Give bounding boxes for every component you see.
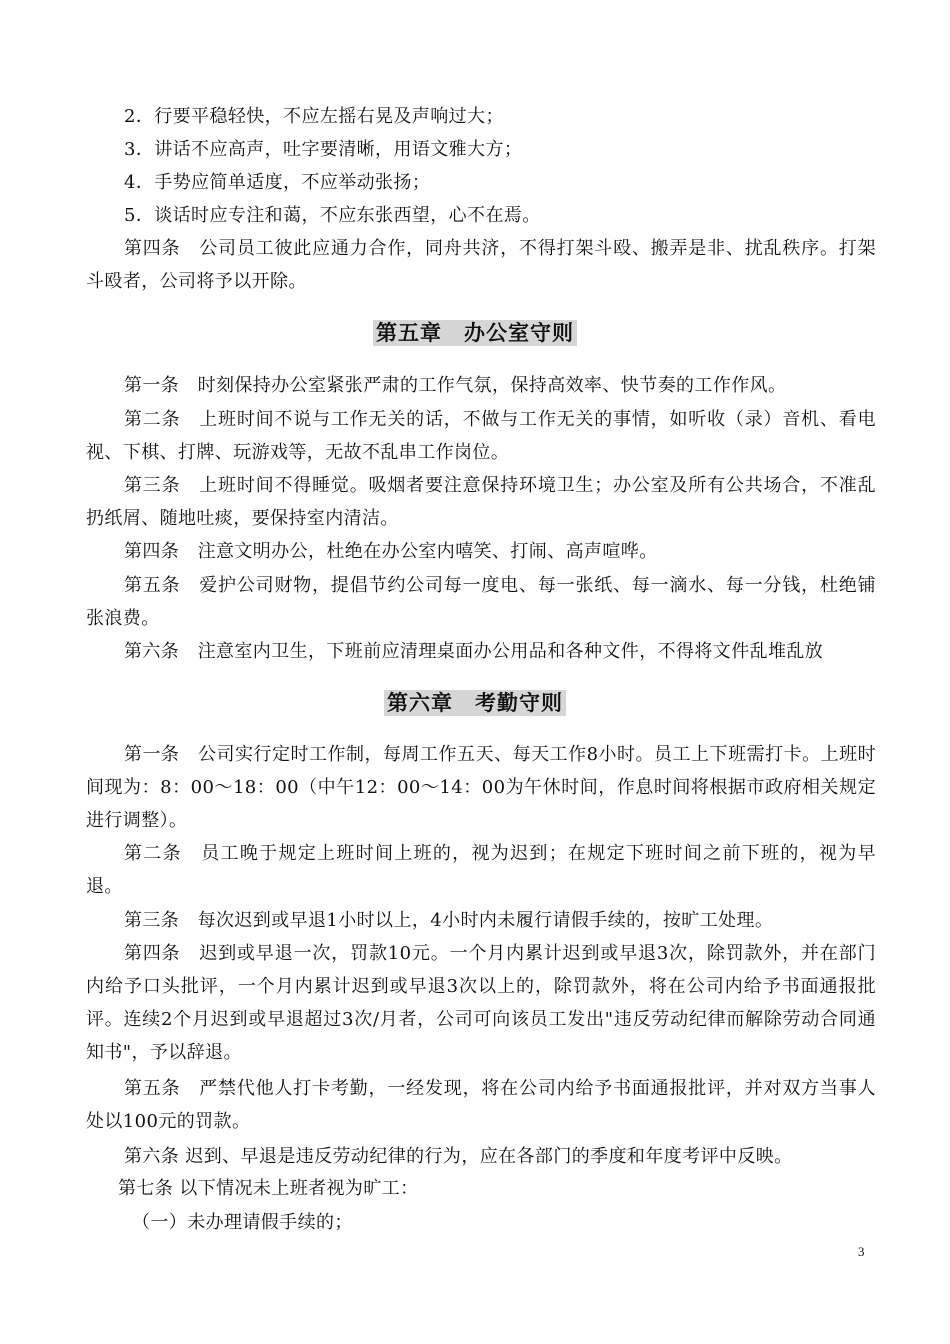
article-paragraph: 第五条 严禁代他人打卡考勤，一经发现，将在公司内给予书面通报批评，并对双方当事人处以100元的罚款。 (86, 1078, 876, 1132)
list-item: 5．谈话时应专注和蔼，不应东张西望，心不在焉。 (124, 205, 541, 226)
list-item: 3．讲话不应高声，吐字要清晰，用语文雅大方； (124, 139, 523, 160)
chapter-title: 第五章 办公室守则 (373, 320, 577, 346)
chapter-heading (0, 688, 950, 718)
article-paragraph: 第一条 时刻保持办公室紧张严肃的工作气氛，保持高效率、快节奏的工作作风。 (124, 375, 787, 396)
list-item: 第七条 以下情况未上班者视为旷工： (118, 1178, 419, 1199)
chapter-heading (0, 318, 950, 348)
article-paragraph: 第二条 员工晚于规定上班时间上班的，视为迟到；在规定下班时间之前下班的，视为早退。 (86, 843, 876, 897)
article-paragraph: 第六条 迟到、早退是违反劳动纪律的行为，应在各部门的季度和年度考评中反映。 (124, 1146, 793, 1167)
list-item: 2．行要平稳轻快，不应左摇右晃及声响过大； (124, 106, 504, 127)
article-paragraph: 第三条 上班时间不得睡觉。吸烟者要注意保持环境卫生；办公室及所有公共场合，不准乱扔纸屑、随地吐痰，要保持室内清洁。 (86, 475, 876, 529)
article-paragraph: 第二条 上班时间不说与工作无关的话，不做与工作无关的事情，如听收（录）音机、看电视、下棋、打牌、玩游戏等，无故不乱串工作岗位。 (86, 409, 876, 463)
article-paragraph: 第三条 每次迟到或早退1小时以上，4小时内未履行请假手续的，按旷工处理。 (124, 910, 774, 931)
article-paragraph: 第五条 爱护公司财物，提倡节约公司每一度电、每一张纸、每一滴水、每一分钱，杜绝铺张浪费。 (86, 575, 876, 629)
article-paragraph: 第六条 注意室内卫生，下班前应清理桌面办公用品和各种文件，不得将文件乱堆乱放 (124, 641, 824, 662)
list-item: 4．手势应简单适度，不应举动张扬； (124, 172, 431, 193)
article-paragraph: 第四条 迟到或早退一次，罚款10元。一个月内累计迟到或早退3次，除罚款外，并在部门内给予口头批评，一个月内累计迟到或早退3次以上的，除罚款外，将在公司内给予书面通报批评。连续2个月迟到或早退超过3次/月者，公司可向该员工发出"违反劳动纪律而解除劳动合同通知书"，予以辞退。 (86, 943, 876, 1063)
article-paragraph: 第四条 注意文明办公，杜绝在办公室内嘻笑、打闹、高声喧哗。 (124, 541, 658, 562)
page-number: 3 (858, 1244, 865, 1259)
list-item: （一）未办理请假手续的； (132, 1212, 353, 1233)
article-paragraph: 第四条 公司员工彼此应通力合作，同舟共济，不得打架斗殴、搬弄是非、扰乱秩序。打架斗殴者，公司将予以开除。 (86, 238, 876, 292)
chapter-title: 第六章 考勤守则 (384, 690, 566, 716)
article-paragraph: 第一条 公司实行定时工作制，每周工作五天、每天工作8小时。员工上下班需打卡。上班时间现为：8：00～18：00（中午12：00～14：00为午休时间，作息时间将根据市政府相关规定进行调整）。 (86, 744, 876, 831)
